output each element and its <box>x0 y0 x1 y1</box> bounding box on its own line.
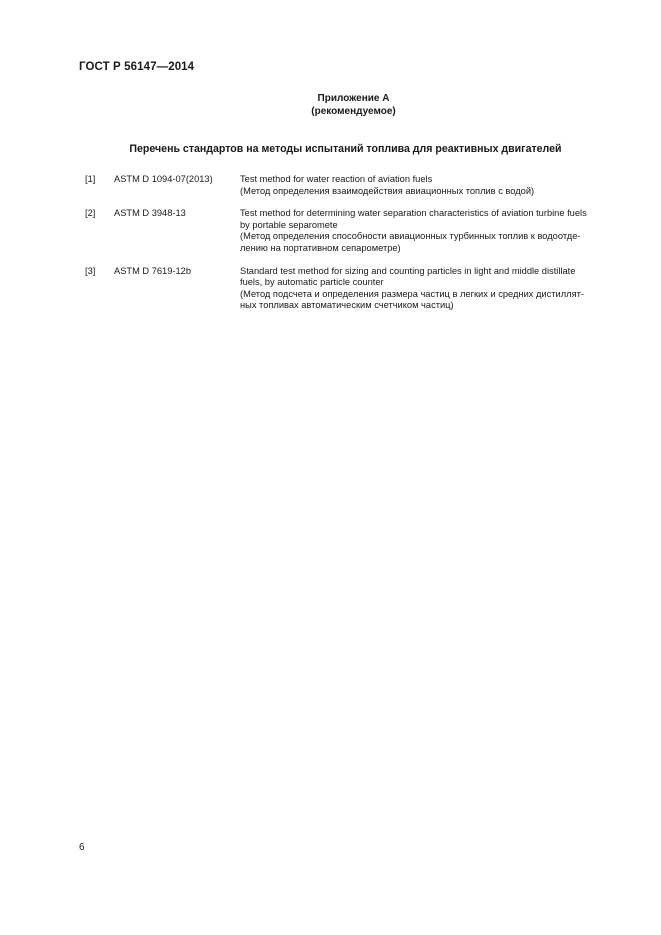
reference-line: Test method for water reaction of aviation fuels <box>240 174 433 184</box>
reference-description <box>240 174 615 197</box>
reference-item <box>85 266 615 312</box>
reference-number: [2] <box>85 208 96 219</box>
reference-line: (Метод определения способности авиационных турбинных топлив к водоотде- <box>240 231 581 242</box>
reference-description <box>240 266 615 312</box>
reference-line: fuels, by automatic particle counter <box>240 277 384 288</box>
annex-status: (рекомендуемое) <box>311 106 396 117</box>
reference-line: Test method for determining water separation characteristics of aviation turbine fuels <box>240 208 587 219</box>
reference-line: лению на портативном сепарометре) <box>240 242 401 253</box>
section-heading-text: Перечень стандартов на методы испытаний топлива для реактивных двигателей <box>129 143 562 155</box>
reference-line: by portable separomete <box>240 219 338 230</box>
document-code: ГОСТ Р 56147—2014 <box>79 61 195 73</box>
reference-code: ASTM D 7619-12b <box>114 265 191 276</box>
reference-line: (Метод определения взаимодействия авиационных топлив с водой) <box>240 185 535 196</box>
reference-number: [1] <box>85 174 96 184</box>
reference-item <box>85 174 615 197</box>
section-heading <box>0 143 661 155</box>
annex-title-block <box>0 92 661 118</box>
reference-list <box>85 174 615 323</box>
reference-number: [3] <box>85 265 96 276</box>
reference-code: ASTM D 3948-13 <box>114 208 186 219</box>
reference-line: Standard test method for sizing and counting particles in light and middle distillate <box>240 265 576 276</box>
reference-line: (Метод подсчета и определения размера частиц в легких и средних дистиллят- <box>240 288 584 299</box>
reference-description <box>240 208 615 254</box>
annex-title: Приложение А <box>317 93 390 104</box>
page-number: 6 <box>79 842 85 853</box>
reference-item <box>85 208 615 254</box>
reference-line: ных топливах автоматическим счетчиком частиц) <box>240 300 454 311</box>
reference-code: ASTM D 1094-07(2013) <box>114 174 213 184</box>
